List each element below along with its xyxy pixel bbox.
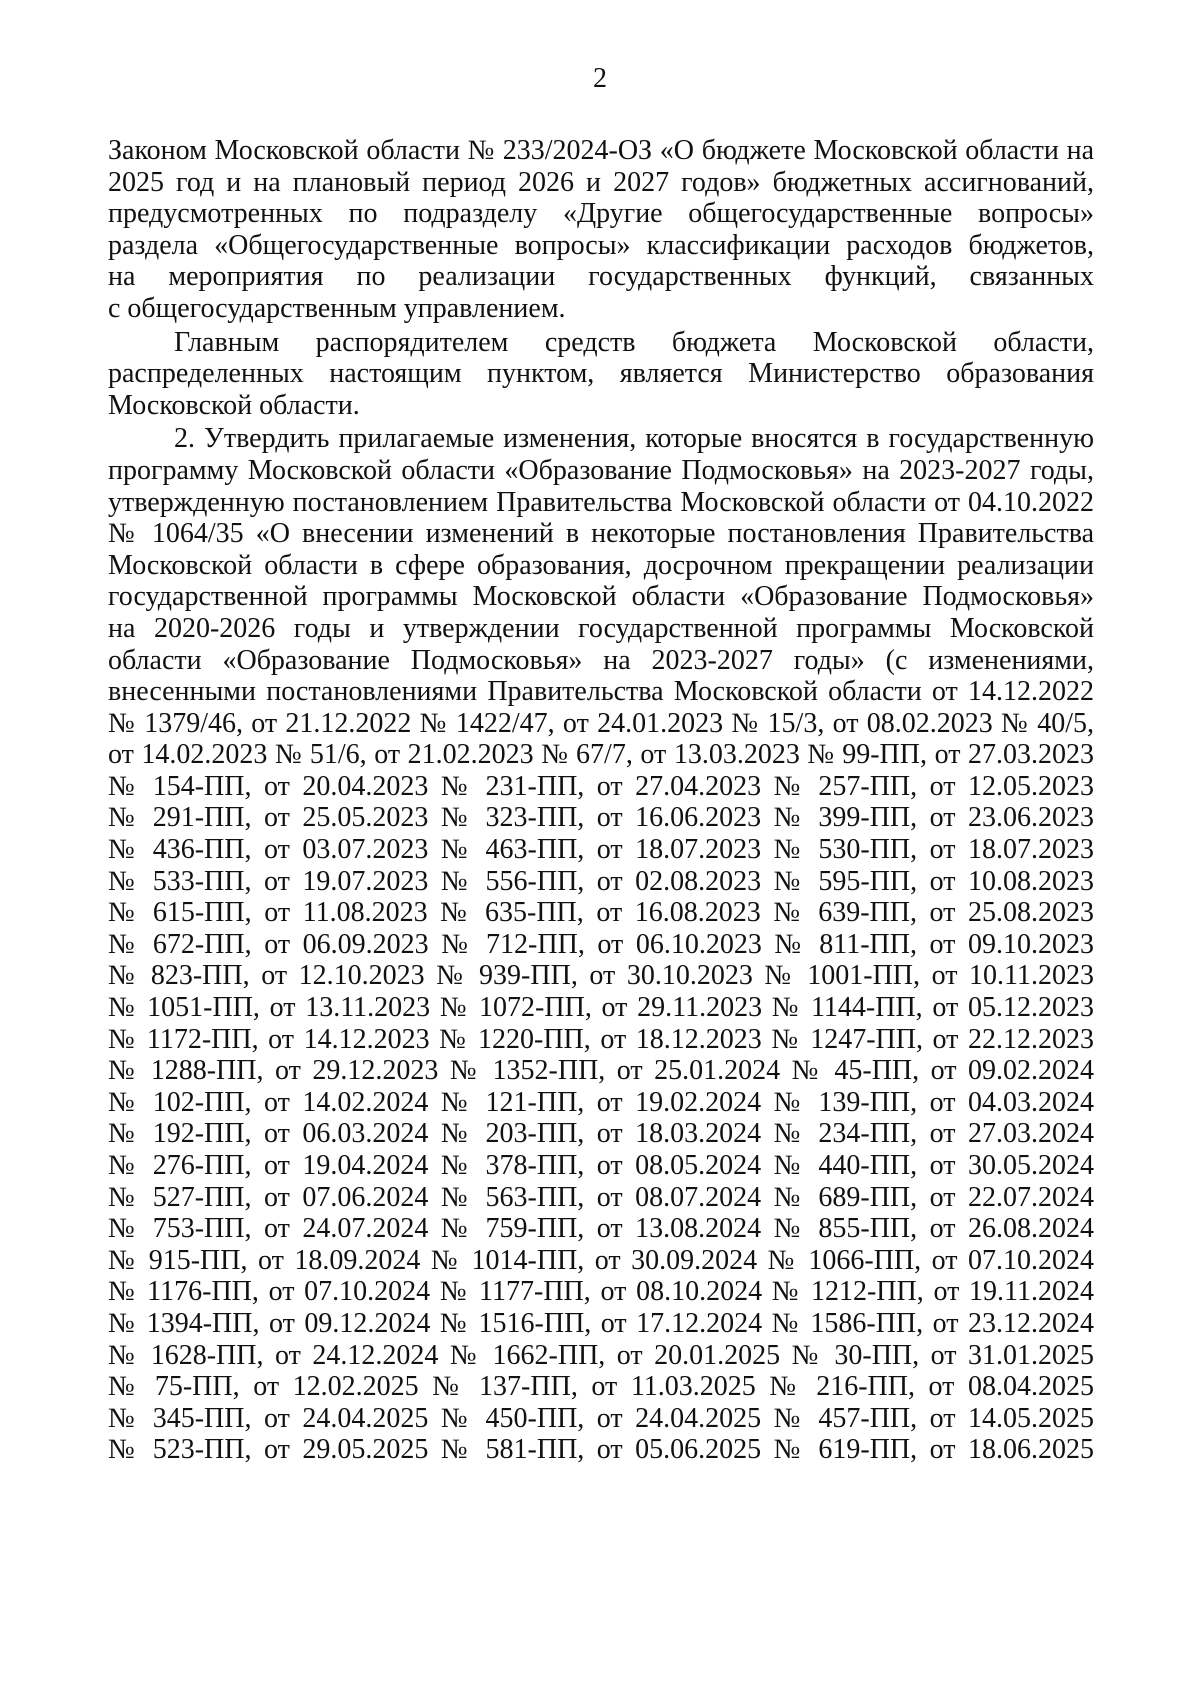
text-line: № 436-ПП, от 03.07.2023 № 463-ПП, от 18.07.2023 № 530-ПП, от 18.07.2023 [108, 834, 1094, 866]
text-line: № 192-ПП, от 06.03.2024 № 203-ПП, от 18.03.2024 № 234-ПП, от 27.03.2024 [108, 1118, 1094, 1150]
text-line: 2025 год и на плановый период 2026 и 2027 годов» бюджетных ассигнований, [108, 166, 1094, 198]
text-line: № 276-ПП, от 19.04.2024 № 378-ПП, от 08.05.2024 № 440-ПП, от 30.05.2024 [108, 1150, 1094, 1181]
text-line: Московской области в сфере образования, досрочном прекращении реализации [108, 549, 1094, 581]
text-line: внесенными постановлениями Правительства Московской области от 14.12.2022 [108, 676, 1094, 708]
text-line: № 1172-ПП, от 14.12.2023 № 1220-ПП, от 18.12.2023 № 1247-ПП, от 22.12.2023 [108, 1023, 1094, 1055]
text-line: утвержденную постановлением Правительства Московской области от 04.10.2022 [108, 486, 1094, 518]
text-line: № 154-ПП, от 20.04.2023 № 231-ПП, от 27.04.2023 № 257-ПП, от 12.05.2023 [108, 770, 1094, 802]
text-line: № 1628-ПП, от 24.12.2024 № 1662-ПП, от 20.01.2025 № 30-ПП, от 31.01.2025 [108, 1339, 1094, 1371]
text-line: № 672-ПП, от 06.09.2023 № 712-ПП, от 06.10.2023 № 811-ПП, от 09.10.2023 [108, 928, 1094, 960]
text-line: № 1379/46, от 21.12.2022 № 1422/47, от 24.01.2023 № 15/3, от 08.02.2023 № 40/5, [108, 707, 1094, 739]
text-line: № 1051-ПП, от 13.11.2023 № 1072-ПП, от 29.11.2023 № 1144-ПП, от 05.12.2023 [108, 992, 1094, 1024]
text-line: № 1288-ПП, от 29.12.2023 № 1352-ПП, от 25.01.2024 № 45-ПП, от 09.02.2024 [108, 1055, 1094, 1087]
text-line: № 102-ПП, от 14.02.2024 № 121-ПП, от 19.02.2024 № 139-ПП, от 04.03.2024 [108, 1086, 1094, 1118]
text-line: № 1176-ПП, от 07.10.2024 № 1177-ПП, от 08.10.2024 № 1212-ПП, от 19.11.2024 [108, 1276, 1094, 1308]
paragraph-3 [108, 423, 1094, 1466]
text-line: № 291-ПП, от 25.05.2023 № 323-ПП, от 16.06.2023 № 399-ПП, от 23.06.2023 [108, 802, 1094, 834]
text-line: № 915-ПП, от 18.09.2024 № 1014-ПП, от 30.09.2024 № 1066-ПП, от 07.10.2024 [108, 1244, 1094, 1276]
text-line: предусмотренных по подразделу «Другие общегосударственные вопросы» [108, 198, 1094, 230]
paragraph-2 [108, 327, 1094, 422]
text-line: № 615-ПП, от 11.08.2023 № 635-ПП, от 16.08.2023 № 639-ПП, от 25.08.2023 [108, 897, 1094, 929]
document-body [108, 135, 1094, 1466]
text-line: № 823-ПП, от 12.10.2023 № 939-ПП, от 30.10.2023 № 1001-ПП, от 10.11.2023 [108, 960, 1094, 992]
text-line: Законом Московской области № 233/2024-ОЗ «О бюджете Московской области на [108, 135, 1094, 166]
text-line: области «Образование Подмосковья» на 2023-2027 годы» (с изменениями, [108, 644, 1094, 676]
text-line: № 1064/35 «О внесении изменений в некоторые постановления Правительства [108, 518, 1094, 550]
text-line: распределенных настоящим пунктом, является Министерство образования [108, 358, 1094, 390]
text-line: от 14.02.2023 № 51/6, от 21.02.2023 № 67/7, от 13.03.2023 № 99-ПП, от 27.03.2023 [108, 739, 1094, 771]
text-line: № 753-ПП, от 24.07.2024 № 759-ПП, от 13.08.2024 № 855-ПП, от 26.08.2024 [108, 1213, 1094, 1245]
page-number: 2 [593, 63, 607, 94]
text-line: № 523-ПП, от 29.05.2025 № 581-ПП, от 05.06.2025 № 619-ПП, от 18.06.2025 [108, 1434, 1094, 1466]
text-line: № 533-ПП, от 19.07.2023 № 556-ПП, от 02.08.2023 № 595-ПП, от 10.08.2023 [108, 865, 1094, 897]
text-line: раздела «Общегосударственные вопросы» классификации расходов бюджетов, [108, 229, 1094, 261]
paragraph-1 [108, 135, 1094, 325]
text-line: Московской области. [108, 389, 360, 421]
text-line: № 75-ПП, от 12.02.2025 № 137-ПП, от 11.03.2025 № 216-ПП, от 08.04.2025 [108, 1371, 1094, 1403]
text-line: Главным распорядителем средств бюджета Московской области, [174, 326, 1094, 358]
text-line: с общегосударственным управлением. [108, 292, 566, 324]
text-line: на 2020-2026 годы и утверждении государственной программы Московской [108, 612, 1094, 644]
text-line: 2. Утвердить прилагаемые изменения, которые вносятся в государственную [174, 423, 1094, 455]
text-line: № 345-ПП, от 24.04.2025 № 450-ПП, от 24.04.2025 № 457-ПП, от 14.05.2025 [108, 1402, 1094, 1434]
text-line: № 1394-ПП, от 09.12.2024 № 1516-ПП, от 17.12.2024 № 1586-ПП, от 23.12.2024 [108, 1307, 1094, 1339]
text-line: программу Московской области «Образование Подмосковья» на 2023-2027 годы, [108, 454, 1094, 486]
text-line: государственной программы Московской области «Образование Подмосковья» [108, 581, 1094, 613]
text-line: № 527-ПП, от 07.06.2024 № 563-ПП, от 08.07.2024 № 689-ПП, от 22.07.2024 [108, 1181, 1094, 1213]
text-line: на мероприятия по реализации государственных функций, связанных [108, 261, 1094, 293]
